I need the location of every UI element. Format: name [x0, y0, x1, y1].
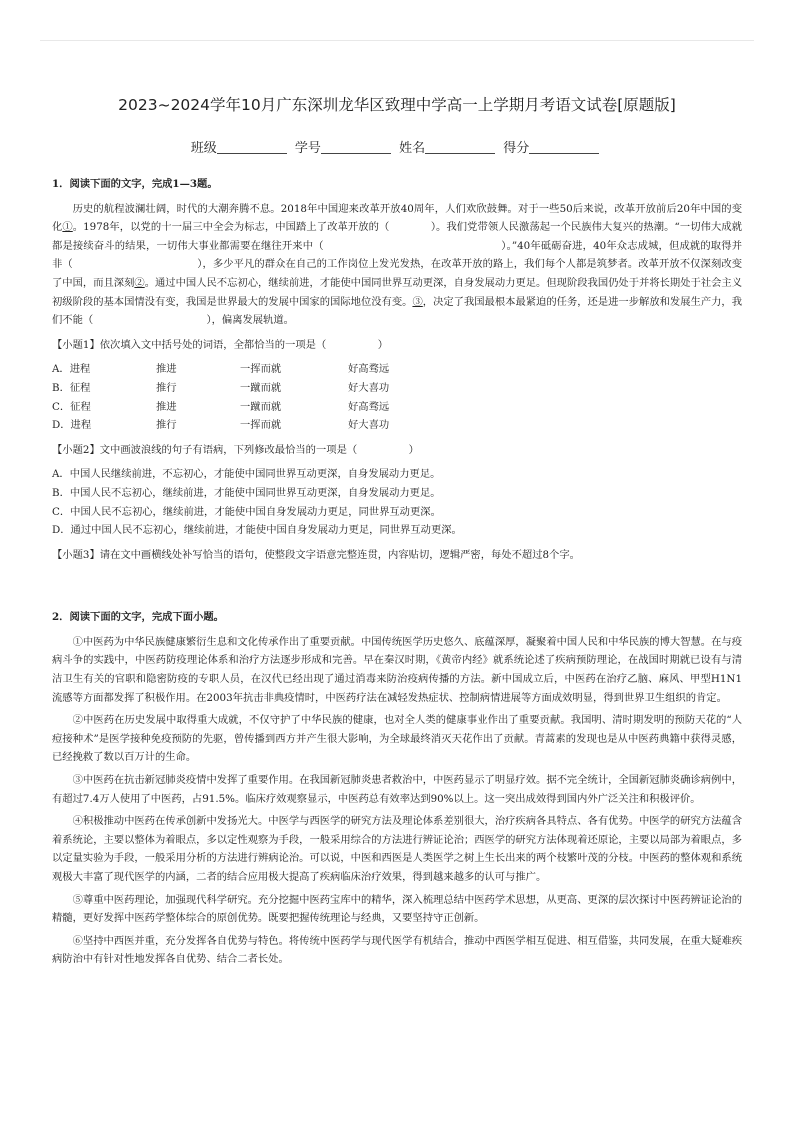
blank-marker-2: ② — [134, 276, 145, 289]
passage-paragraph: ④积极推动中医药在传承创新中发扬光大。中医学与西医学的研究方法及理论体系差别很大，治疗疾病各具特点、各有优势。中医学的研究方法蕴含着系统论，主要以整体为着眼点，多以定性观察为手段，一般采用综合的方法进行辨证论治；西医学的研究方法体现着还原论，主要以局部为着眼点，多以定量实验为手段，一般采用分析的方法进行辨病论治。可以说，中医和西医是人类医学之树上生长出来的两个枝繁叶茂的分枝。中医药的整体观和系统观极大丰富了现代医学的内涵，二者的结合应用极大提高了疾病临床治疗效果，得到越来越多的认可与推广。 — [52, 815, 742, 883]
option-item[interactable]: C．中国人民不忘初心，继续前进，才能使中国自身发展动力更足，同世界互动更深。 — [52, 505, 441, 518]
passage-paragraph: ⑥坚持中西医并重，充分发挥各自优势与特色。将传统中医药学与现代医学有机结合，推动中西医学相互促进、相互借鉴，共同发展，在重大疑难疾病防治中有针对性地发挥各自优势、结合二者长处。 — [52, 934, 742, 966]
name-label: 姓名 — [399, 141, 426, 156]
option-item[interactable]: A．中国人民继续前进，不忘初心，才能使中国同世界互动更深，自身发展动力更足。 — [52, 468, 441, 481]
score-blank[interactable] — [529, 140, 599, 154]
blank-marker-1: ① — [62, 221, 73, 234]
option-row[interactable]: D．进程 推行 一挥而就 好大喜功 — [52, 419, 390, 432]
option-row[interactable]: A．进程 推进 一挥而就 好高骛远 — [52, 363, 390, 376]
score-label: 得分 — [503, 141, 530, 156]
option-item[interactable]: D．通过中国人民不忘初心，继续前进，才能使中国自身发展动力更足，同世界互动更深。 — [52, 524, 462, 537]
passage-paragraph: ⑤尊重中医药理论，加强现代科学研究。充分挖掘中医药宝库中的精华，深入梳理总结中医药学术思想，从更高、更深的层次探讨中医药辨证论治的精髓，更好发挥中医药学整体综合的原创优势。既要把握传统理论与经典，又要坚持守正创新。 — [52, 893, 742, 925]
option-row[interactable]: C．征程 推进 一蹴而就 好高骛远 — [52, 400, 390, 413]
student-number-blank[interactable] — [321, 140, 391, 154]
student-info-line — [0, 137, 794, 156]
subquestion-1-stem: 【小题1】依次填入文中括号处的词语，全都恰当的一项是（ ） — [52, 338, 389, 351]
subquestion-3-stem: 【小题3】请在文中画横线处补写恰当的语句，使整段文字语意完整连贯，内容贴切，逻辑严密，每处不超过8个字。 — [52, 548, 580, 561]
class-label: 班级 — [190, 141, 217, 156]
blank-marker-3: ③ — [412, 295, 423, 308]
class-blank[interactable] — [217, 140, 287, 154]
question-1-passage: 历史的航程波澜壮阔，时代的大潮奔腾不息。2018年中国迎来改革开放40周年，人们欢欣鼓舞。对于一些50后来说，改革开放前后20年中国的变化①。1978年，以党的十一届三中全会为标志，中国踏上了改革开放的（ ）。我们党带领人民激荡起一个民族伟大复兴的热潮。“一切伟大成就都是接续奋斗的结果，一切伟大事业都需要在继往开来中（ ）。”40年砥砺奋进，40年众志成城，但成就的取得并非（ ），多少平凡的群众在自己的工作岗位上发光发热，在改革开放的路上，我们每个人都是筑梦者。改革开放不仅深刻改变了中国，而且深刻②。通过中国人民不忘初心，继续前进，才能使中国同世界互动更深，自身发展动力更足。但现阶段我国仍处于并将长期处于社会主义初级阶段的基本国情没有变，我国是世界最大的发展中国家的国际地位没有变。③，决定了我国最根本最紧迫的任务，还是进一步解放和发展生产力，我们不能（ ），偏离发展轨道。 — [52, 202, 743, 327]
subquestion-2-stem: 【小题2】文中画波浪线的句子有语病，下列修改最恰当的一项是（ ） — [52, 443, 419, 456]
passage-paragraph: ③中医药在抗击新冠肺炎疫情中发挥了重要作用。在我国新冠肺炎患者救治中，中医药显示了明显疗效。据不完全统计，全国新冠肺炎确诊病例中，有超过7.4万人使用了中医药，占91.5%。临床疗效观察显示，中医药总有效率达到90%以上。这一突出成效得到国内外广泛关注和积极评价。 — [52, 774, 742, 805]
top-divider — [40, 40, 754, 41]
question-1-heading: 1．阅读下面的文字，完成1—3题。 — [52, 178, 218, 190]
student-number-label: 学号 — [294, 141, 321, 156]
subquestion-1-options — [52, 360, 389, 434]
passage-paragraph: ②中医药在历史发展中取得重大成就，不仅守护了中华民族的健康，也对全人类的健康事业作出了重要贡献。我国明、清时期发明的预防天花的“人痘接种术”是医学接种免疫预防的先驱，曾传播到西方并产生很大影响，为全球最终消灭天花作出了贡献。青蒿素的发现也是从中医药典籍中获得灵感，已经挽救了数以百万计的生命。 — [52, 714, 742, 764]
option-row[interactable]: B．征程 推行 一蹴而就 好大喜功 — [52, 381, 390, 394]
exam-content — [52, 175, 742, 969]
option-item[interactable]: B．中国人民不忘初心，继续前进，才能使中国同世界互动更深，自身发展动力更足。 — [52, 486, 441, 499]
question-2-heading: 2．阅读下面的文字，完成下面小题。 — [52, 611, 224, 624]
name-blank[interactable] — [425, 140, 495, 154]
passage-paragraph: ①中医药为中华民族健康繁衍生息和文化传承作出了重要贡献。中国传统医学历史悠久、底蕴深厚，凝聚着中国人民和中华民族的博大智慧。在与疫病斗争的实践中，中医药防疫理论体系和治疗方法逐步形成和完善。早在秦汉时期，《黄帝内经》就系统论述了疾病预防理论，在战国时期就已设有与清洁卫生有关的官职和隐密防疫的专职人员，在汉代已经出现了通过消毒来防治疫病传播的方法。新中国成立后，中医药在治疗乙脑、麻风、甲型H1N1流感等方面都发挥了积极作用。在2003年抗击非典疫情时，中医药疗法在减轻发热症状、控制病情进展等方面成效明显，得到世界卫生组织的肯定。 — [52, 635, 742, 704]
page-title: 2023~2024学年10月广东深圳龙华区致理中学高一上学期月考语文试卷[原题版] — [118, 96, 676, 114]
